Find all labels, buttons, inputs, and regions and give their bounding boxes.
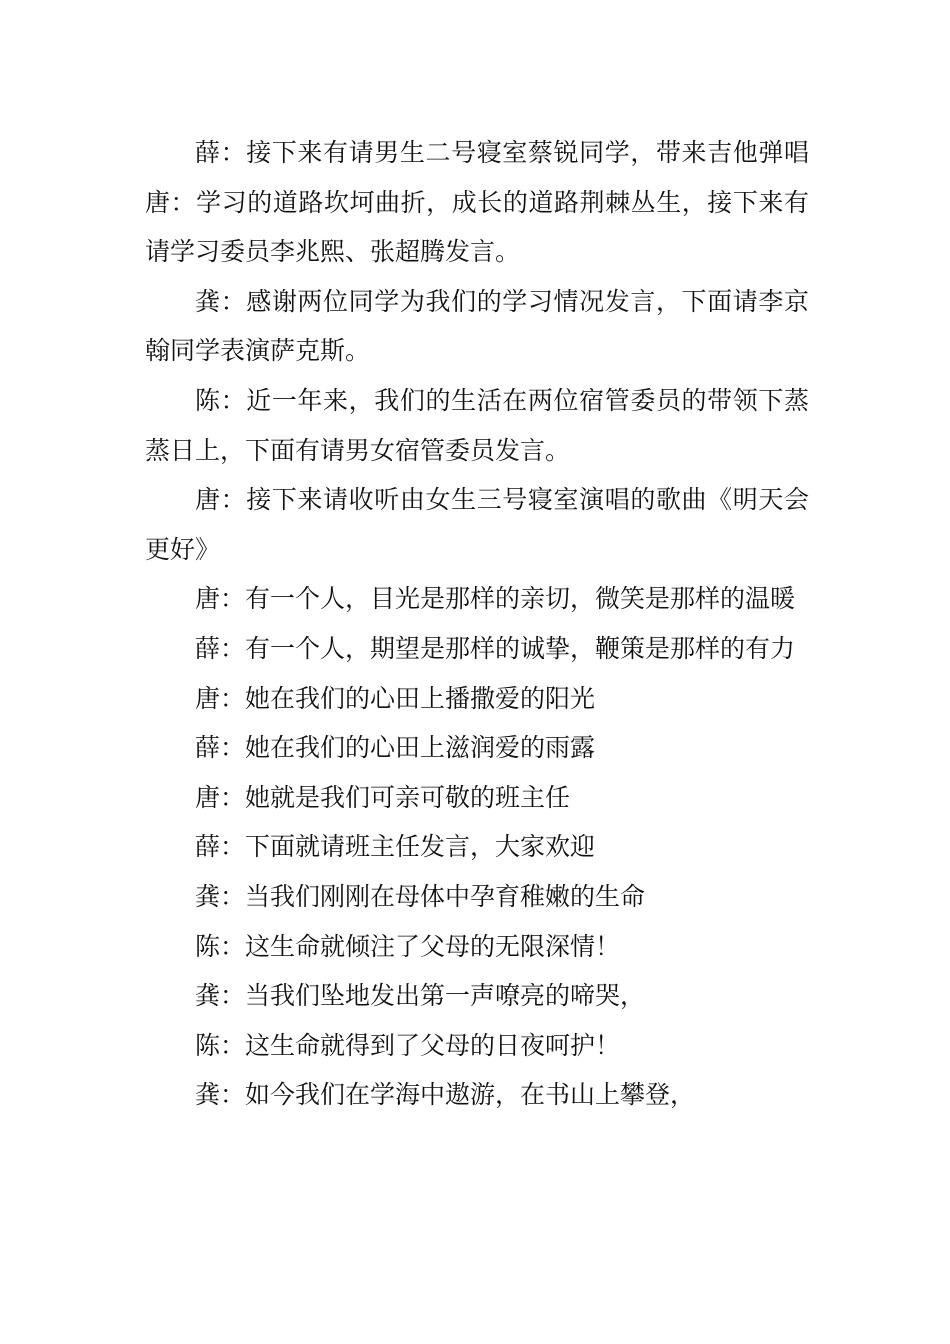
paragraph: 陈：近一年来，我们的生活在两位宿管委员的带领下蒸蒸日上，下面有请男女宿管委员发言。 — [145, 385, 809, 465]
paragraph: 陈：这生命就得到了父母的日夜呵护！ — [195, 1030, 621, 1060]
paragraph: 薛：有一个人，期望是那样的诚挚，鞭策是那样的有力 — [195, 633, 796, 663]
paragraph: 唐：接下来请收听由女生三号寝室演唱的歌曲《明天会更好》 — [145, 485, 809, 564]
paragraph: 龚：当我们坠地发出第一声嘹亮的啼哭， — [195, 981, 646, 1011]
paragraph: 唐：她在我们的心田上播撒爱的阳光 — [195, 683, 596, 713]
paragraph: 陈：这生命就倾注了父母的无限深情！ — [195, 931, 621, 961]
paragraph: 唐：有一个人，目光是那样的亲切，微笑是那样的温暖 — [195, 584, 796, 614]
paragraph: 唐：她就是我们可亲可敬的班主任 — [195, 782, 571, 812]
paragraph: 龚：感谢两位同学为我们的学习情况发言，下面请李京翰同学表演萨克斯。 — [145, 286, 809, 366]
paragraph: 薛：她在我们的心田上滋润爱的雨露 — [195, 733, 596, 763]
paragraph: 薛：接下来有请男生二号寝室蔡锐同学，带来吉他弹唱唐：学习的道路坎坷曲折，成长的道路荆棘丛生，接下来有请学习委员李兆熙、张超腾发言。 — [145, 138, 809, 267]
paragraph: 龚：当我们刚刚在母体中孕育稚嫩的生命 — [195, 881, 646, 911]
document-page — [145, 128, 809, 1120]
paragraph: 龚：如今我们在学海中遨游，在书山上攀登， — [195, 1080, 696, 1110]
paragraph: 薛：下面就请班主任发言，大家欢迎 — [195, 832, 596, 862]
